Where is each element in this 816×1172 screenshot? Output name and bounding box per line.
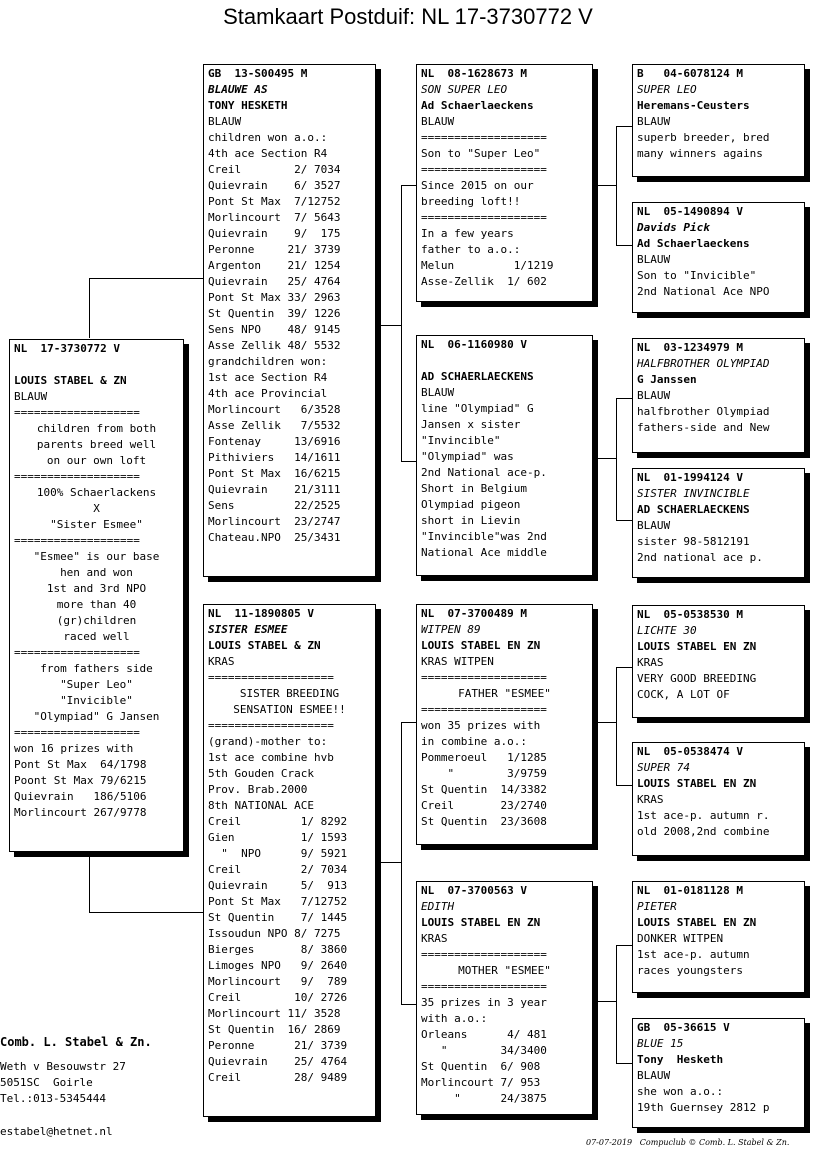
card-line: LICHTE 30 [637,624,697,637]
card-line: SISTER ESMEE [208,623,288,636]
card-line: LOUIS STABEL & ZN [14,374,127,387]
card-line: Fontenay 13/6916 [208,435,341,448]
card-line: children won a.o.: [208,131,328,144]
card-line: BLAUW [637,389,671,402]
card-line: " 34/3400 [421,1044,547,1057]
card-line: KRAS [637,656,664,669]
card-line: hen and won [60,566,133,579]
card-line: BLUE 15 [637,1037,684,1050]
card-line: in combine a.o.: [421,735,527,748]
card-line: NL 06-1160980 V [421,338,527,351]
card-line: COCK, A LOT OF [637,688,730,701]
card-line: Orleans 4/ 481 [421,1028,547,1041]
card-line: halfbrother Olympiad [637,405,770,418]
connector [616,126,617,245]
card-line: BLAUW [637,115,671,128]
card-line: PIETER [637,900,677,913]
card-line: Jansen x sister [421,418,521,431]
card-line: Sens 22/2525 [208,499,341,512]
card-line: 1st ace Section R4 [208,371,328,384]
card-line: Quievrain 6/ 3527 [208,179,341,192]
card-line: Poont St Max 79/6215 [14,774,147,787]
card-line: Pont St Max 16/6215 [208,467,341,480]
card-line: won 16 prizes with [14,742,134,755]
card-line: NL 01-0181128 M [637,884,743,897]
connector [401,722,416,723]
card-line: 35 prizes in 3 year [421,996,547,1009]
card-line: "Sister Esmee" [50,518,143,531]
card-line: raced well [63,630,130,643]
card-line: Limoges NPO 9/ 2640 [208,959,348,972]
connector [89,912,203,913]
card-line: Son to "Super Leo" [421,147,541,160]
card-line: grandchildren won: [208,355,328,368]
card-line: father to a.o.: [421,243,521,256]
card-line [421,353,588,369]
connector [401,185,402,461]
pigeon-card-fmf [632,338,805,453]
card-line: SENSATION ESMEE!! [233,703,346,716]
pigeon-card-ffm [632,202,805,313]
connector [598,185,616,186]
card-line: 1st ace-p. autumn r. [637,809,770,822]
card-line: St Quentin 16/ 2869 [208,1023,341,1036]
card-line: GB 13-S00495 M [208,67,308,80]
connector [381,325,401,326]
pigeon-card-father-mother [416,335,593,576]
connector [616,1063,632,1064]
connector [616,667,617,785]
card-line: Since 2015 on our [421,179,534,192]
card-line: (grand)-mother to: [208,735,328,748]
card-line: "Invicible" [60,694,133,707]
card-line: SISTER INVINCIBLE [637,487,750,500]
connector [89,856,90,912]
card-line: 2nd national ace p. [637,551,763,564]
card-line: St Quentin 39/ 1226 [208,307,341,320]
card-line: Quievrain 21/3111 [208,483,341,496]
card-line: =================== [14,470,140,483]
card-line: Creil 1/ 8292 [208,815,348,828]
connector [381,862,401,863]
card-line: =================== [421,980,547,993]
card-line: Morlincourt 23/2747 [208,515,341,528]
card-line: Pont St Max 7/12752 [208,895,348,908]
card-line: " 3/9759 [421,767,547,780]
card-line: breeding loft!! [421,195,521,208]
card-line: =================== [14,406,140,419]
card-line: Pont St Max 7/12752 [208,195,341,208]
connector [616,245,632,246]
card-line: Quievrain 186/5106 [14,790,147,803]
card-line: superb breeder, bred [637,131,770,144]
connector [401,1004,416,1005]
card-line: " NPO 9/ 5921 [208,847,348,860]
card-line: Tony Hesketh [637,1053,724,1066]
card-line: LOUIS STABEL & ZN [208,639,321,652]
card-line: Asse Zellik 7/5532 [208,419,341,432]
card-line: KRAS [421,932,448,945]
card-line: WITPEN 89 [421,623,481,636]
card-line: Melun 1/1219 [421,259,554,272]
card-line: =================== [421,163,547,176]
card-line: Creil 2/ 7034 [208,163,341,176]
card-line: =================== [421,211,547,224]
card-line: B 04-6078124 M [637,67,743,80]
card-line: Pont St Max 33/ 2963 [208,291,341,304]
card-line: NL 05-1490894 V [637,205,743,218]
pigeon-card-subject [9,339,184,852]
card-line: "Olympiad" was [421,450,514,463]
card-line: 1st ace-p. autumn [637,948,750,961]
pigeon-card-fff [632,64,805,177]
card-line: Quievrain 25/ 4764 [208,275,341,288]
card-line: LOUIS STABEL EN ZN [637,916,757,929]
card-line: Morlincourt 6/3528 [208,403,341,416]
connector [401,722,402,1004]
card-line: St Quentin 23/3608 [421,815,547,828]
card-line: Creil 23/2740 [421,799,547,812]
card-line: SISTER BREEDING [239,687,340,700]
card-line: from fathers side [40,662,153,675]
card-line: BLAUW [14,390,48,403]
connector [616,945,617,1063]
card-line: Prov. Brab.2000 [208,783,308,796]
card-line: Davids Pick [637,221,710,234]
card-line: " 24/3875 [421,1092,547,1105]
card-line: NL 07-3700563 V [421,884,527,897]
card-line: BLAUW [421,115,455,128]
footer-credit: 07-07-2019 Compuclub © Comb. L. Stabel & Zn. [586,1138,790,1147]
connector [598,1001,616,1002]
pigeon-card-mother [203,604,376,1117]
card-line: 8th NATIONAL ACE [208,799,314,812]
club-city: 5051SC Goirle [0,1076,93,1089]
connector [616,785,632,786]
card-line: Pommeroeul 1/1285 [421,751,547,764]
card-line: X [93,502,100,515]
connector [598,458,616,459]
card-line: =================== [208,719,334,732]
card-line: more than 40 [56,598,137,611]
card-line: BLAUWE AS [208,83,268,96]
card-line: Argenton 21/ 1254 [208,259,341,272]
connector [401,185,416,186]
card-line: Creil 2/ 7034 [208,863,348,876]
card-line: LOUIS STABEL EN ZN [637,640,757,653]
connector [616,520,632,521]
card-line: Morlincourt 9/ 789 [208,975,348,988]
card-line: Peronne 21/ 3739 [208,1039,348,1052]
card-line: old 2008,2nd combine [637,825,770,838]
card-line: line "Olympiad" G [421,402,534,415]
card-line: National Ace middle [421,546,547,559]
card-line: =================== [421,948,547,961]
card-line: =================== [421,131,547,144]
card-line: HALFBROTHER OLYMPIAD [637,357,770,370]
card-line: KRAS [637,793,664,806]
card-line: G Janssen [637,373,697,386]
card-line: Son to "Invicible" [637,269,757,282]
card-line: Gien 1/ 1593 [208,831,348,844]
card-line: Morlincourt 7/ 5643 [208,211,341,224]
card-line: SUPER 74 [637,761,690,774]
card-line: she won a.o.: [637,1085,724,1098]
card-line: Peronne 21/ 3739 [208,243,341,256]
card-line: In a few years [421,227,514,240]
card-line: 4th ace Provincial [208,387,328,400]
card-line: St Quentin 14/3382 [421,783,547,796]
pigeon-card-mff [632,605,805,718]
card-line: Short in Belgium [421,482,527,495]
card-line: (gr)children [56,614,137,627]
card-line: "Olympiad" G Jansen [33,710,160,723]
card-line: "Esmee" is our base [33,550,160,563]
card-line: VERY GOOD BREEDING [637,672,757,685]
card-line: BLAUW [637,519,671,532]
card-line: many winners agains [637,147,763,160]
card-line: Bierges 8/ 3860 [208,943,348,956]
card-line: Heremans-Ceusters [637,99,750,112]
card-line: "Invincible" [421,434,501,447]
card-line: BLAUW [421,386,455,399]
card-line: sister 98-5812191 [637,535,750,548]
club-phone: Tel.:013-5345444 [0,1092,106,1105]
card-line: AD SCHAERLAECKENS [637,503,750,516]
pigeon-card-mfm [632,742,805,856]
card-line: 2nd National Ace NPO [637,285,770,298]
connector [616,398,617,520]
card-line: 19th Guernsey 2812 p [637,1101,770,1114]
card-line: NL 01-1994124 V [637,471,743,484]
pigeon-card-father-father [416,64,593,302]
card-line: Pont St Max 64/1798 [14,758,147,771]
card-line: BLAUW [637,253,671,266]
card-line: KRAS WITPEN [421,655,494,668]
card-line: "Invincible"was 2nd [421,530,547,543]
card-line: LOUIS STABEL EN ZN [421,916,541,929]
card-line: KRAS [208,655,235,668]
card-line: Olympiad pigeon [421,498,521,511]
card-line: Sens NPO 48/ 9145 [208,323,341,336]
card-line: Morlincourt 7/ 953 [421,1076,541,1089]
card-line: =================== [208,671,334,684]
card-line: "Super Leo" [60,678,133,691]
card-line: 100% Schaerlackens [36,486,157,499]
card-line: St Quentin 7/ 1445 [208,911,348,924]
connector [616,667,632,668]
card-line: 4th ace Section R4 [208,147,328,160]
connector [89,278,90,338]
pigeon-card-mother-mother [416,881,593,1115]
connector [89,278,203,279]
card-line: 1st ace combine hvb [208,751,334,764]
card-line: =================== [14,646,140,659]
club-street: Weth v Besouwstr 27 [0,1060,126,1073]
pigeon-card-mother-father [416,604,593,845]
connector [401,461,416,462]
card-line: 5th Gouden Crack [208,767,314,780]
page-title: Stamkaart Postduif: NL 17-3730772 V [223,4,593,29]
card-line: SUPER LEO [637,83,697,96]
card-line: NL 17-3730772 V [14,342,120,355]
card-line: Quievrain 25/ 4764 [208,1055,348,1068]
connector [616,945,632,946]
card-line: NL 05-0538474 V [637,745,743,758]
card-line: fathers-side and New [637,421,770,434]
card-line: Morlincourt 11/ 3528 [208,1007,341,1020]
card-line: Chateau.NPO 25/3431 [208,531,341,544]
card-line: =================== [14,534,140,547]
card-line: LOUIS STABEL EN ZN [637,777,757,790]
card-line: TONY HESKETH [208,99,288,112]
card-line: races youngsters [637,964,743,977]
card-line: Creil 28/ 9489 [208,1071,348,1084]
pigeon-card-mmm [632,1018,805,1128]
club-name: Comb. L. Stabel & Zn. [0,1035,152,1049]
card-line: parents breed well [36,438,157,451]
card-line: with a.o.: [421,1012,488,1025]
card-line: St Quentin 6/ 908 [421,1060,541,1073]
card-line: Creil 10/ 2726 [208,991,348,1004]
card-line: AD SCHAERLAECKENS [421,370,534,383]
card-line: won 35 prizes with [421,719,541,732]
connector [616,398,632,399]
club-email: estabel@hetnet.nl [0,1125,113,1138]
connector [616,126,632,127]
card-line [14,357,179,373]
pigeon-card-father [203,64,376,577]
card-line: Asse Zellik 48/ 5532 [208,339,341,352]
card-line: SON SUPER LEO [421,83,508,96]
card-line: Ad Schaerlaeckens [421,99,534,112]
card-line: FATHER "ESMEE" [458,687,551,700]
card-line: short in Lievin [421,514,521,527]
card-line: NL 11-1890805 V [208,607,314,620]
card-line: children from both [36,422,157,435]
card-line: 2nd National ace-p. [421,466,547,479]
card-line: NL 05-0538530 M [637,608,743,621]
pigeon-card-fmm [632,468,805,578]
card-line: on our own loft [46,454,147,467]
card-line: LOUIS STABEL EN ZN [421,639,541,652]
card-line: Issoudun NPO 8/ 7275 [208,927,341,940]
card-line: DONKER WITPEN [637,932,724,945]
card-line: =================== [421,671,547,684]
card-line: GB 05-36615 V [637,1021,730,1034]
card-line: 1st and 3rd NPO [46,582,147,595]
card-line: Morlincourt 267/9778 [14,806,147,819]
card-line: =================== [14,726,140,739]
card-line: Pithiviers 14/1611 [208,451,341,464]
card-line: BLAUW [637,1069,671,1082]
card-line: NL 07-3700489 M [421,607,527,620]
card-line: BLAUW [208,115,242,128]
connector [598,722,616,723]
card-line: MOTHER "ESMEE" [458,964,551,977]
card-line: Quievrain 5/ 913 [208,879,348,892]
card-line: Asse-Zellik 1/ 602 [421,275,547,288]
pigeon-card-mmf [632,881,805,993]
card-line: Quievrain 9/ 175 [208,227,341,240]
card-line: Ad Schaerlaeckens [637,237,750,250]
card-line: =================== [421,703,547,716]
card-line: EDITH [421,900,455,913]
card-line: NL 03-1234979 M [637,341,743,354]
card-line: NL 08-1628673 M [421,67,527,80]
